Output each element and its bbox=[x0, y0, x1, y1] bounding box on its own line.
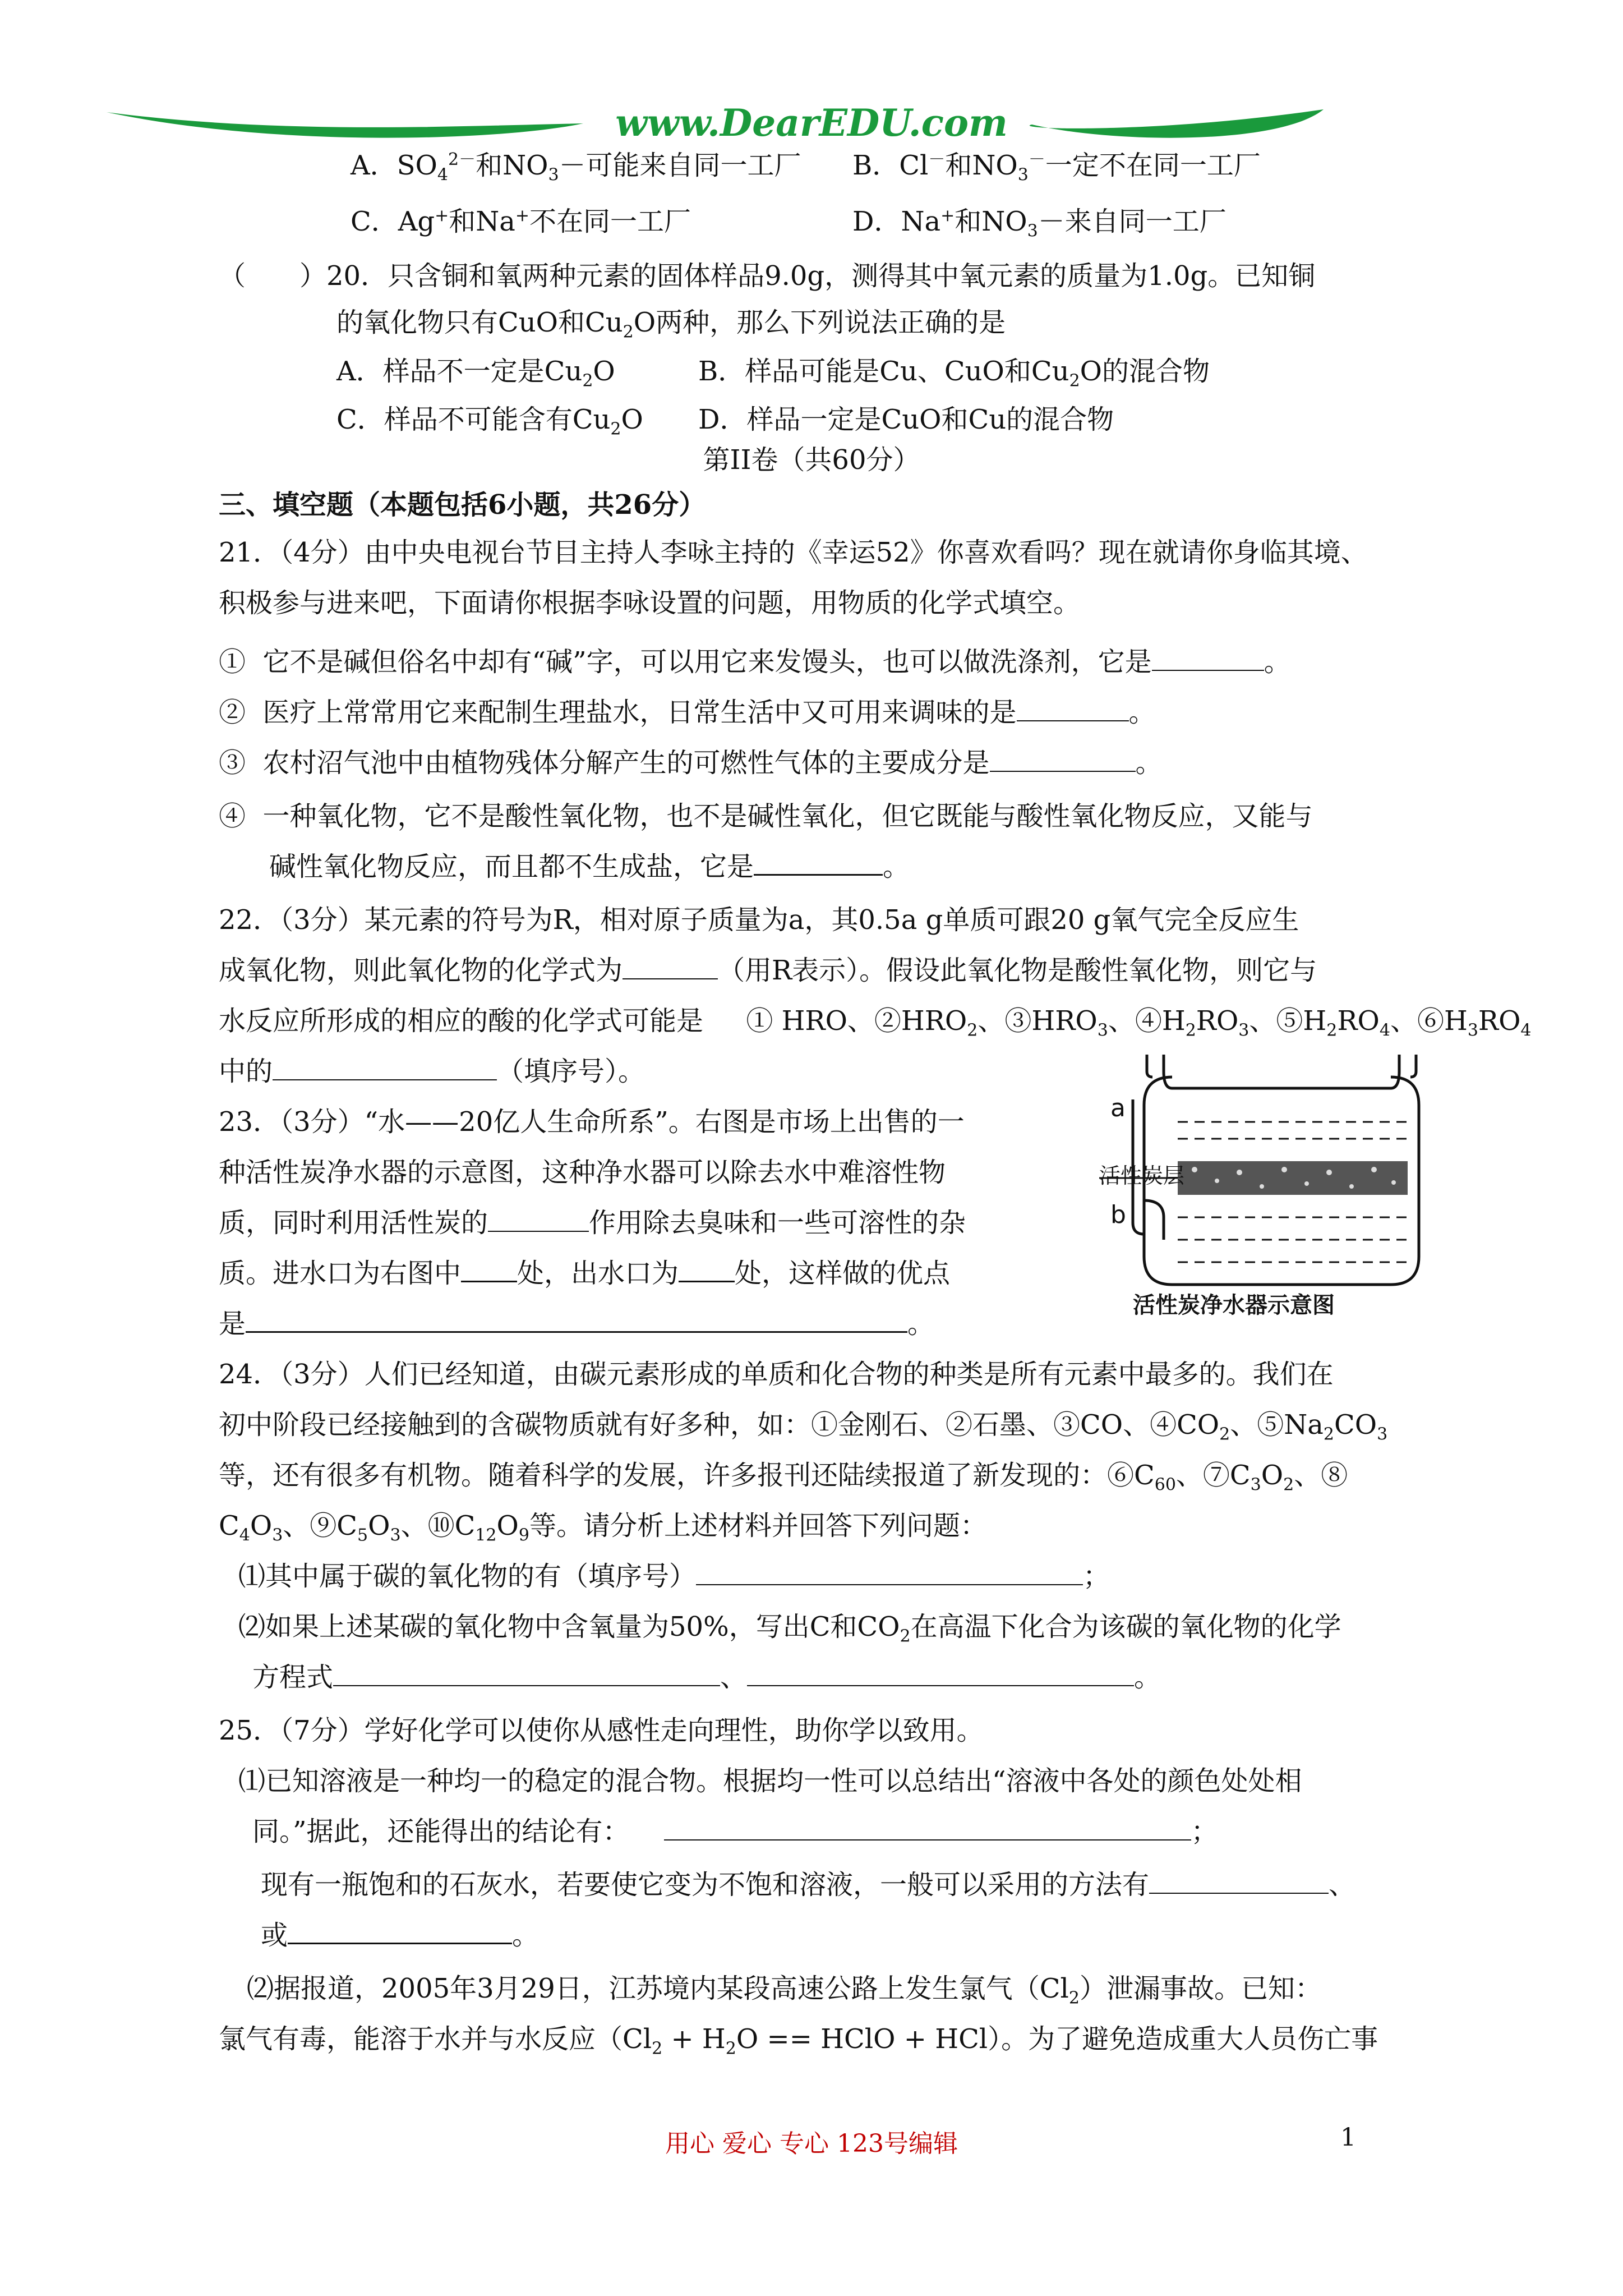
answer-blank[interactable] bbox=[1152, 646, 1264, 671]
water-filter-diagram bbox=[1099, 1055, 1469, 1318]
q23-stem-1: 23．（3分）“水——20亿人生命所系”。右图是市场上出售的一 bbox=[219, 1106, 965, 1138]
answer-blank[interactable] bbox=[754, 850, 883, 876]
diagram-caption: 活性炭净水器示意图 bbox=[1133, 1292, 1335, 1318]
q20-option-b: B．样品可能是Cu、CuO和$Cu_2O$的混合物 bbox=[698, 356, 1210, 391]
answer-blank[interactable] bbox=[1017, 697, 1129, 721]
q24-stem-4: $C_4O_3$、$⑨C_5O_3$、$⑩C_{12}O_9$等。请分析上述材料并回答下列问题： bbox=[219, 1510, 987, 1545]
q21-stem-2: 积极参与进来吧，下面请你根据李咏设置的问题，用物质的化学式填空。 bbox=[219, 587, 1081, 619]
q21-item-1: ① 它不是碱但俗名中却有“碱”字，可以用它来发馒头，也可以做洗涤剂，它是 。 bbox=[219, 646, 1291, 678]
q20-stem: （ ）20．只含铜和氧两种元素的固体样品9.0g，测得其中氧元素的质量为1.0g。已知铜 bbox=[219, 260, 1316, 292]
page-number: 1 bbox=[1340, 2123, 1356, 2152]
q20-stem-2: 的氧化物只有CuO和$Cu_2O$两种，那么下列说法正确的是 bbox=[336, 307, 1006, 342]
site-logo[interactable]: www.DearEDU.com bbox=[615, 101, 1008, 145]
answer-blank[interactable] bbox=[333, 1662, 720, 1686]
answer-blank[interactable] bbox=[696, 1561, 1083, 1585]
q25-sub-2-cont: 氯气有毒，能溶于水并与水反应（$Cl_2 + H_2O$ == HClO + HCl）。为了避免造成重大人员伤亡事 bbox=[219, 2023, 1378, 2059]
q22-stem-3: 水反应所形成的相应的酸的化学式可能是 ① HRO、$②HRO_2$、$③HRO_3$、$④H_2RO_3$、$⑤H_2RO_4$、$⑥H_3RO_4$ bbox=[219, 1005, 1532, 1041]
q23-stem-5: 是 。 bbox=[219, 1308, 935, 1340]
answer-blank[interactable] bbox=[461, 1257, 517, 1282]
q24-sub-2: ⑵如果上述某碳的氧化物中含氧量为50%，写出C和$CO_2$在高温下化合为该碳的氧化物的化学 bbox=[238, 1611, 1341, 1646]
q24-stem-1: 24．（3分）人们已经知道，由碳元素形成的单质和化合物的种类是所有元素中最多的。我们在 bbox=[219, 1359, 1334, 1390]
q19-option-c: C．Ag+和Na+不在同一工厂 bbox=[351, 206, 691, 237]
q19-option-d: D．Na+和$NO_3-$来自同一工厂 bbox=[852, 206, 1227, 241]
q19-option-a: A．$SO_4^{2-}$和$NO_3-$可能来自同一工厂 bbox=[351, 150, 801, 185]
q25-sub-1: ⑴已知溶液是一种均一的稳定的混合物。根据均一性可以总结出“溶液中各处的颜色处处相 bbox=[238, 1765, 1302, 1797]
q25-sub-1-method: 现有一瓶饱和的石灰水，若要使它变为不饱和溶液，一般可以采用的方法有 、 bbox=[261, 1869, 1356, 1901]
label-a: a bbox=[1110, 1094, 1126, 1122]
q21-item-3: ③ 农村沼气池中由植物残体分解产生的可燃性气体的主要成分是 。 bbox=[219, 747, 1163, 779]
q21-item-4: ④ 一种氧化物，它不是酸性氧化物，也不是碱性氧化，但它既能与酸性氧化物反应，又能与 bbox=[219, 800, 1313, 832]
q24-sub-2-cont: 方程式 、 。 bbox=[252, 1662, 1161, 1693]
q20-option-c: C．样品不可能含有$Cu_2O$ bbox=[336, 404, 643, 439]
q24-sub-1: ⑴其中属于碳的氧化物的有（填序号） ； bbox=[238, 1561, 1110, 1592]
part2-title: 第II卷（共60分） bbox=[703, 444, 920, 476]
q22-stem-4: 中的 （填序号）。 bbox=[219, 1056, 645, 1087]
answer-blank[interactable] bbox=[664, 1816, 1191, 1841]
answer-paren: （ ） bbox=[219, 260, 327, 292]
answer-blank[interactable] bbox=[679, 1257, 735, 1282]
q25-sub-2: ⑵据报道，2005年3月29日，江苏境内某段高速公路上发生氯气$(Cl_2)$泄漏事故。已知： bbox=[247, 1973, 1322, 2008]
q20-option-d: D．样品一定是CuO和Cu的混合物 bbox=[698, 404, 1114, 435]
q23-stem-2: 种活性炭净水器的示意图，这种净水器可以除去水中难溶性物 bbox=[219, 1157, 946, 1188]
q23-stem-4: 质。进水口为右图中 处，出水口为 处，这样做的优点 bbox=[219, 1258, 951, 1289]
q22-stem-1: 22．（3分）某元素的符号为R，相对原子质量为a，其0.5a g单质可跟20 g氧气完全反应生 bbox=[219, 904, 1299, 936]
q19-option-b: B．Cl－和$NO_3^-$一定不在同一工厂 bbox=[852, 150, 1261, 185]
q21-item-2: ② 医疗上常常用它来配制生理盐水，日常生活中又可用来调味的是 。 bbox=[219, 697, 1156, 728]
footer-text: 用心 爱心 专心 123号编辑 bbox=[665, 2129, 958, 2158]
q25-sub-1-method-2: 或 。 bbox=[261, 1920, 540, 1951]
section3-title: 三、填空题（本题包括6小题，共26分） bbox=[219, 489, 706, 521]
q24-stem-3: 等，还有很多有机物。随着科学的发展，许多报刊还陆续报道了新发现的：$⑥C_{60}$、$⑦C_3O_2$、⑧ bbox=[219, 1460, 1348, 1495]
answer-blank[interactable] bbox=[1149, 1869, 1329, 1894]
q24-stem-2: 初中阶段已经接触到的含碳物质就有好多种，如：①金刚石、②石墨、③CO、$④CO_2$、$⑤Na_2CO_3$ bbox=[219, 1409, 1388, 1444]
answer-blank[interactable] bbox=[990, 747, 1136, 772]
q21-stem-1: 21．（4分）由中央电视台节目主持人李咏主持的《幸运52》你喜欢看吗？现在就请你身临其境、 bbox=[219, 537, 1368, 568]
q22-stem-2: 成氧化物，则此氧化物的化学式为 （用R表示）。假设此氧化物是酸性氧化物，则它与 bbox=[219, 955, 1317, 986]
q20-option-a: A．样品不一定是$Cu_2O$ bbox=[336, 356, 615, 391]
label-carbon-layer: 活性炭层 bbox=[1099, 1163, 1185, 1188]
q25-stem: 25．（7分）学好化学可以使你从感性走向理性，助你学以致用。 bbox=[219, 1715, 984, 1746]
answer-blank[interactable] bbox=[488, 1207, 589, 1232]
label-b: b bbox=[1110, 1200, 1126, 1229]
q23-stem-3: 质，同时利用活性炭的 作用除去臭味和一些可溶性的杂 bbox=[219, 1207, 966, 1239]
answer-blank[interactable] bbox=[273, 1056, 497, 1080]
answer-blank[interactable] bbox=[246, 1308, 907, 1333]
carbon-layer bbox=[1178, 1161, 1408, 1195]
answer-blank[interactable] bbox=[747, 1662, 1134, 1686]
header-banner bbox=[0, 95, 1623, 163]
answer-blank[interactable] bbox=[623, 955, 718, 979]
q25-sub-1-cont: 同。”据此，还能得出的结论有： ； bbox=[252, 1816, 1218, 1847]
answer-blank[interactable] bbox=[288, 1919, 512, 1944]
q21-item-4-cont: 碱性氧化物反应，而且都不生成盐，它是 。 bbox=[269, 851, 910, 882]
